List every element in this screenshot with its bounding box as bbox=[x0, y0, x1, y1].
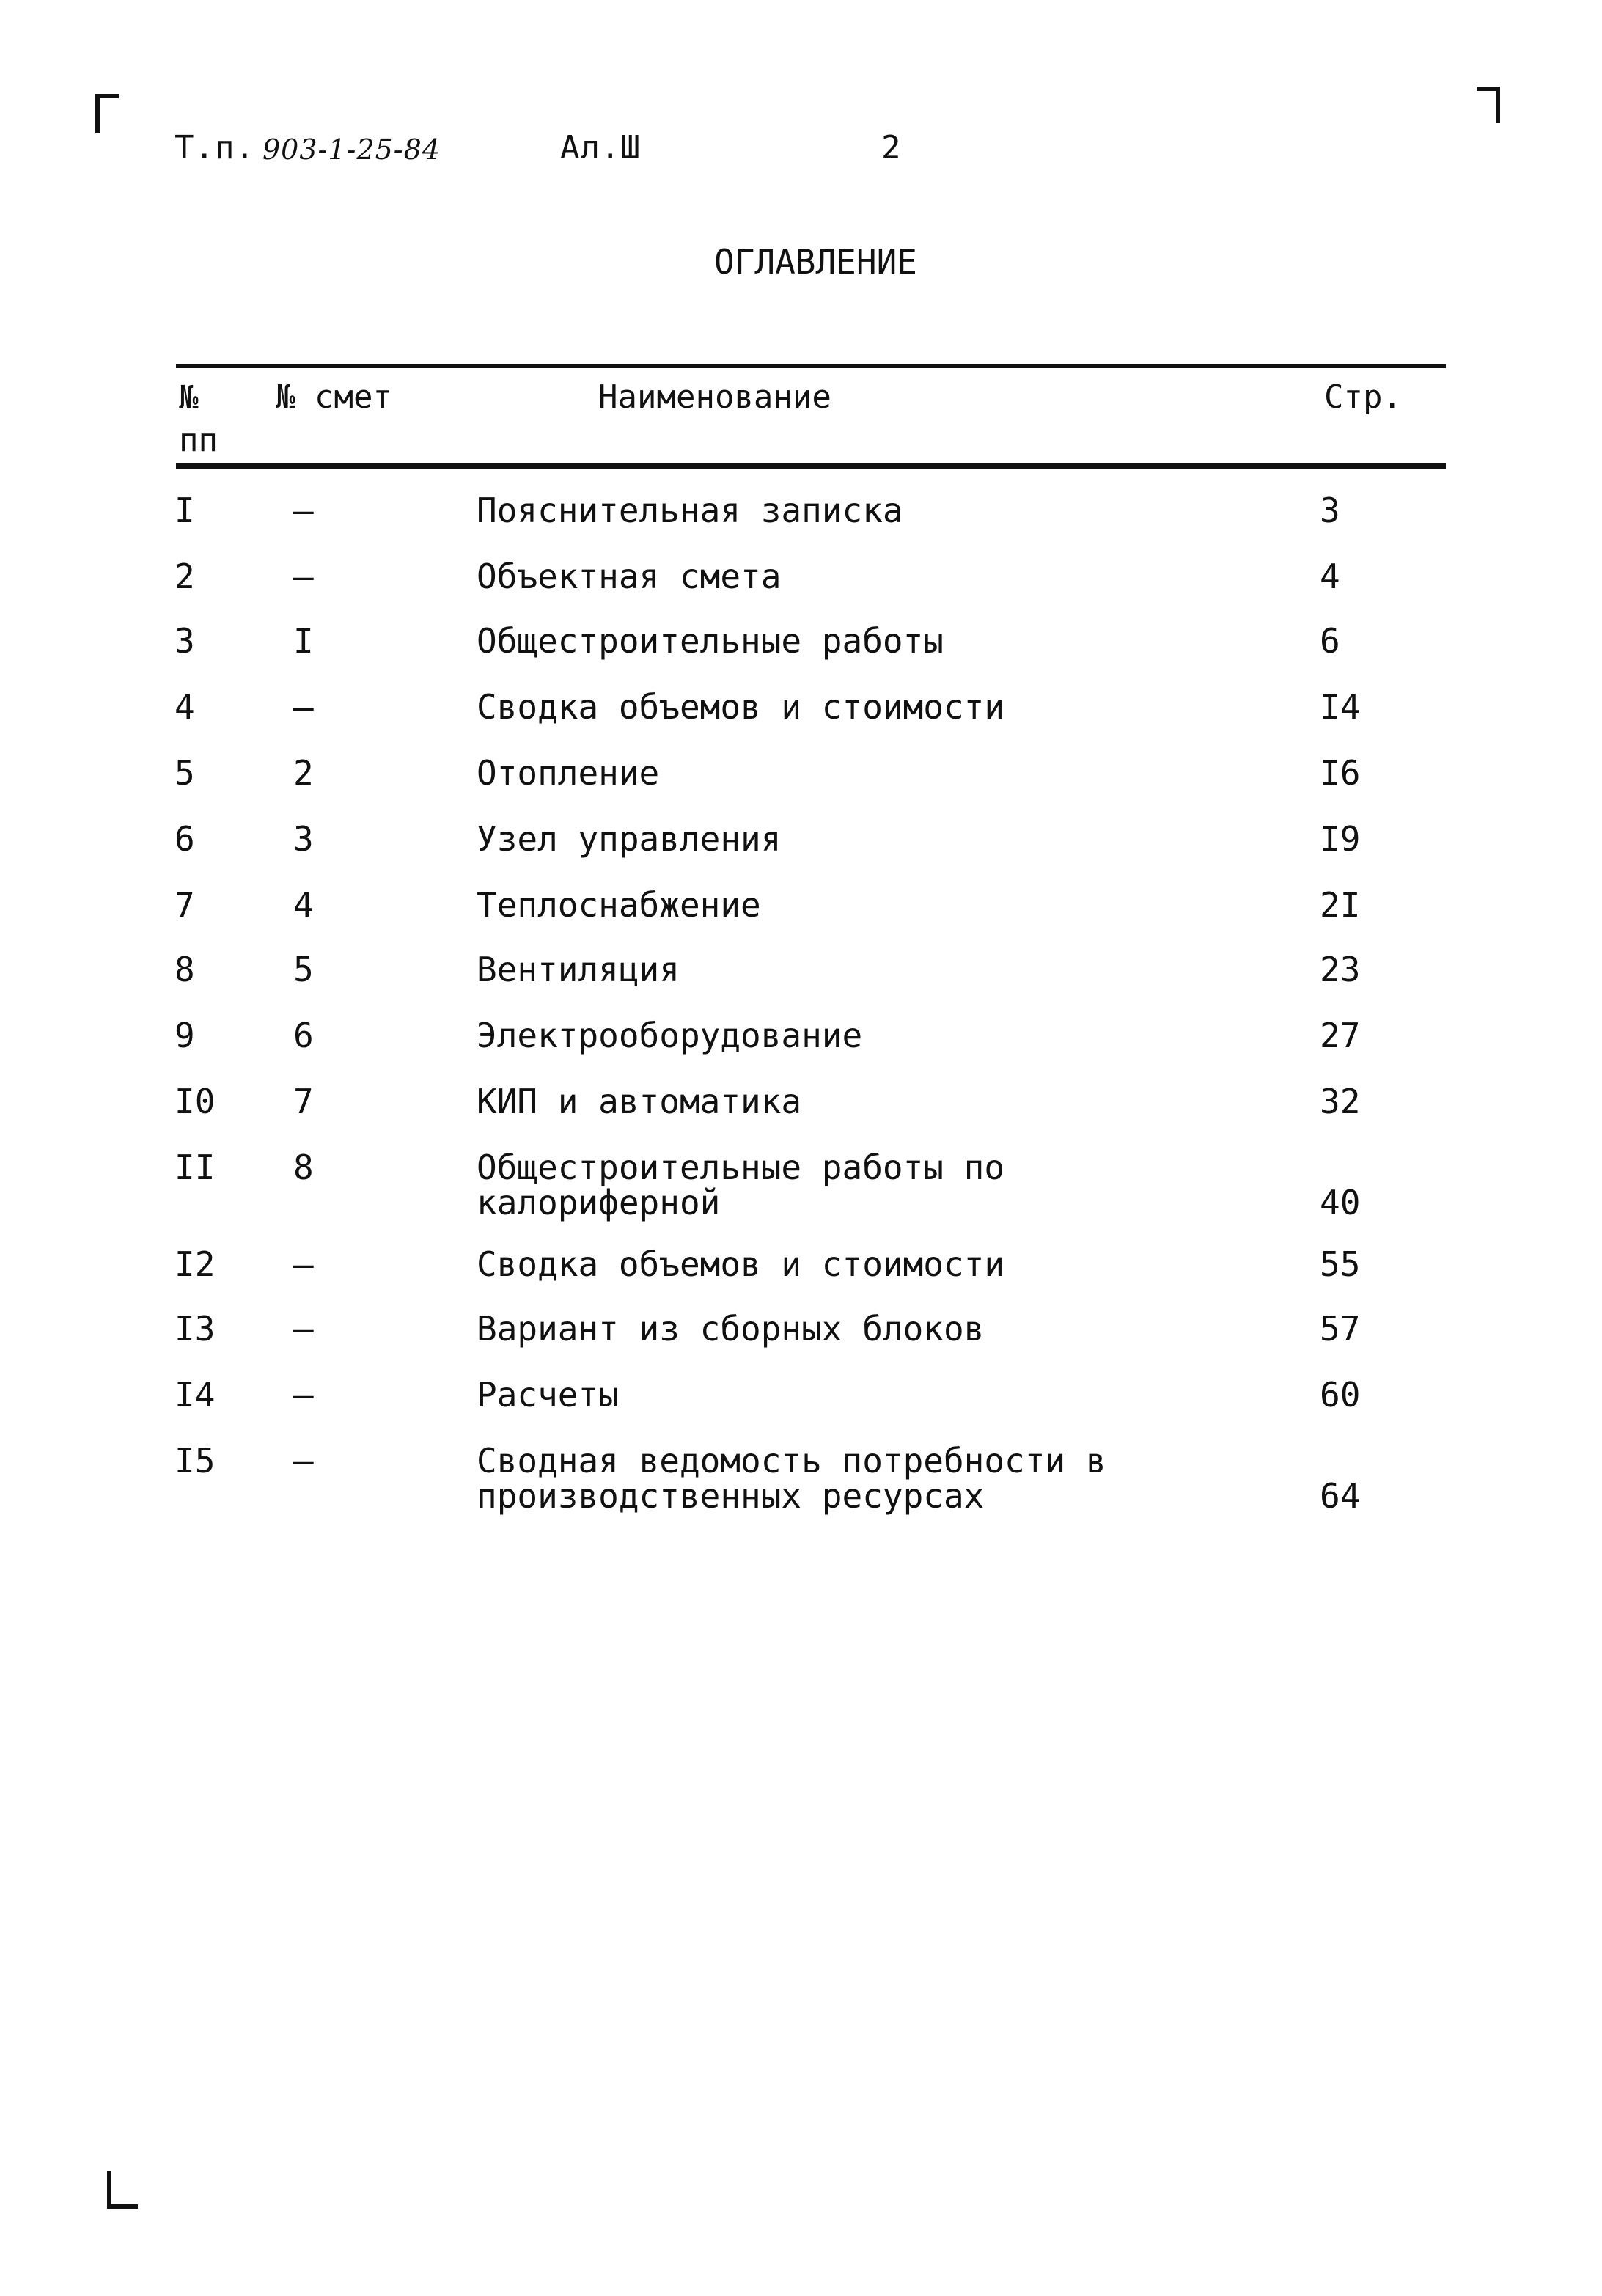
document-code-handwritten: 903-1-25-84 bbox=[262, 133, 441, 166]
section-name: КИП и автоматика bbox=[477, 1082, 802, 1121]
row-number: II bbox=[174, 1148, 216, 1187]
page-reference: 3 bbox=[1320, 491, 1340, 530]
row-number: 4 bbox=[174, 687, 195, 727]
page-reference: I6 bbox=[1320, 753, 1361, 793]
page-reference: I4 bbox=[1320, 687, 1361, 727]
row-number: 8 bbox=[174, 950, 195, 989]
section-name: Вариант из сборных блоков bbox=[477, 1309, 985, 1349]
section-name: Отопление bbox=[477, 753, 660, 793]
row-number: I bbox=[174, 491, 195, 530]
column-header-smet: № смет bbox=[276, 378, 392, 416]
corner-mark-top-right bbox=[1477, 87, 1500, 123]
page-reference: 27 bbox=[1320, 1016, 1361, 1055]
page-reference: 2I bbox=[1320, 885, 1361, 925]
estimate-number: 2 bbox=[293, 753, 314, 793]
page-number: 2 bbox=[881, 129, 902, 166]
page-reference: 4 bbox=[1320, 557, 1340, 596]
estimate-number: – bbox=[293, 1441, 314, 1481]
table-top-rule bbox=[176, 364, 1446, 368]
estimate-number: 5 bbox=[293, 950, 314, 989]
page-reference: 32 bbox=[1320, 1082, 1361, 1121]
page-reference: 55 bbox=[1320, 1244, 1361, 1284]
section-name: Сводка объемов и стоимости bbox=[477, 687, 1005, 727]
page-reference: 6 bbox=[1320, 621, 1340, 661]
estimate-number: 3 bbox=[293, 819, 314, 859]
page-reference: 23 bbox=[1320, 950, 1361, 989]
table-header-rule bbox=[176, 463, 1446, 469]
estimate-number: – bbox=[293, 557, 314, 596]
row-number: 2 bbox=[174, 557, 195, 596]
page-reference: 57 bbox=[1320, 1309, 1361, 1349]
page-title: ОГЛАВЛЕНИЕ bbox=[714, 242, 917, 282]
row-number: I0 bbox=[174, 1082, 216, 1121]
corner-mark-top-left bbox=[95, 94, 119, 133]
section-name: Вентиляция bbox=[477, 950, 680, 989]
page-reference: 64 bbox=[1320, 1476, 1361, 1516]
section-name: Пояснительная записка bbox=[477, 491, 903, 530]
row-number: I2 bbox=[174, 1244, 216, 1284]
section-name: Расчеты bbox=[477, 1375, 619, 1415]
page-reference: 60 bbox=[1320, 1375, 1361, 1415]
estimate-number: – bbox=[293, 1309, 314, 1349]
row-number: 9 bbox=[174, 1016, 195, 1055]
section-name: Электрооборудование bbox=[477, 1016, 863, 1055]
section-name: Общестроительные работы по калориферной bbox=[477, 1148, 1005, 1222]
row-number: 3 bbox=[174, 621, 195, 661]
page-reference: I9 bbox=[1320, 819, 1361, 859]
row-number: I3 bbox=[174, 1309, 216, 1349]
page-reference: 40 bbox=[1320, 1183, 1361, 1222]
row-number: 5 bbox=[174, 753, 195, 793]
section-name: Объектная смета bbox=[477, 557, 782, 596]
column-header-num: № пп bbox=[179, 379, 218, 459]
estimate-number: – bbox=[293, 687, 314, 727]
section-name: Узел управления bbox=[477, 819, 782, 859]
album-number: Ал.Ш bbox=[560, 129, 641, 166]
section-name: Сводка объемов и стоимости bbox=[477, 1244, 1005, 1284]
row-number: I5 bbox=[174, 1441, 216, 1481]
row-number: I4 bbox=[174, 1375, 216, 1415]
column-header-page: Стр. bbox=[1324, 378, 1402, 416]
column-header-name: Наименование bbox=[598, 378, 831, 416]
section-name: Общестроительные работы bbox=[477, 621, 944, 661]
estimate-number: I bbox=[293, 621, 314, 661]
section-name: Теплоснабжение bbox=[477, 885, 761, 925]
estimate-number: 6 bbox=[293, 1016, 314, 1055]
estimate-number: 8 bbox=[293, 1148, 314, 1187]
row-number: 7 bbox=[174, 885, 195, 925]
estimate-number: – bbox=[293, 491, 314, 530]
corner-mark-bottom-left bbox=[107, 2171, 138, 2209]
section-name: Сводная ведомость потребности в производственных ресурсах bbox=[477, 1441, 1106, 1516]
estimate-number: 7 bbox=[293, 1082, 314, 1121]
estimate-number: – bbox=[293, 1244, 314, 1284]
estimate-number: – bbox=[293, 1375, 314, 1415]
document-code-prefix: Т.п. bbox=[174, 129, 255, 166]
row-number: 6 bbox=[174, 819, 195, 859]
estimate-number: 4 bbox=[293, 885, 314, 925]
